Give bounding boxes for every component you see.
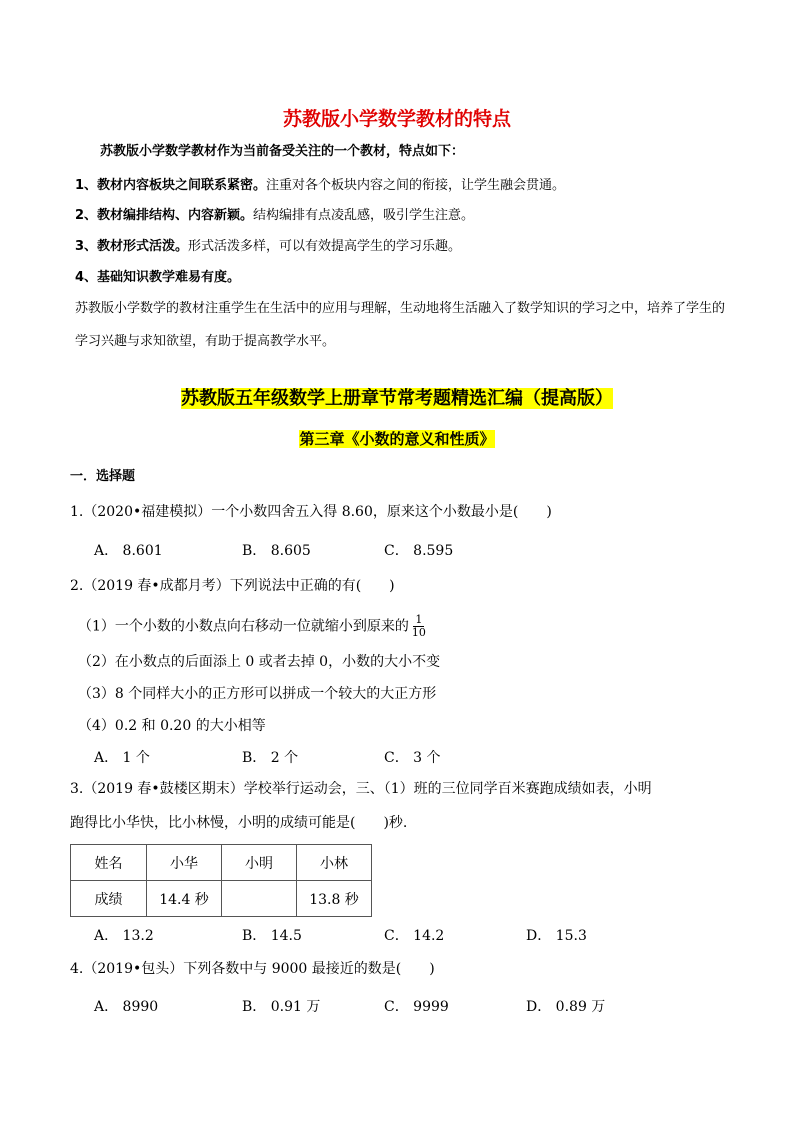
intro-point-1-bold: 1、教材内容板块之间联系紧密。 xyxy=(75,178,267,193)
question-2-stem: 2.（2019 春•成都月考）下列说法中正确的有( ) xyxy=(70,578,395,594)
table-cell xyxy=(222,881,297,917)
question-1-option-b: B． 8.605 xyxy=(242,543,311,559)
intro-point-3-bold: 3、教材形式活泼。 xyxy=(75,239,189,254)
table-row xyxy=(71,881,372,917)
question-1-option-c: C． 8.595 xyxy=(384,543,454,559)
question-2-option-a: A． 1 个 xyxy=(94,750,150,766)
question-1-stem: 1.（2020•福建模拟）一个小数四舍五入得 8.60，原来这个小数最小是( ) xyxy=(70,504,552,520)
table-header-cell: 姓名 xyxy=(71,845,147,881)
question-2-statement-1-text: （1）一个小数的小数点向右移动一位就缩小到原来的 xyxy=(78,618,409,635)
question-2-statement-2: （2）在小数点的后面添上 0 或者去掉 0，小数的大小不变 xyxy=(78,654,441,670)
question-4-option-c: C． 9999 xyxy=(384,999,449,1015)
intro-title: 苏教版小学数学教材的特点 xyxy=(282,108,511,130)
intro-point-3 xyxy=(75,238,461,256)
table-header-row xyxy=(71,845,372,881)
question-4-option-a: A． 8990 xyxy=(94,999,159,1015)
question-3-stem-line-1: 3.（2019 春•鼓楼区期末）学校举行运动会，三、（1）班的三位同学百米赛跑成绩如表，小明 xyxy=(70,781,652,797)
section-label: 一．选择题 xyxy=(70,469,136,484)
intro-lead: 苏教版小学数学教材作为当前备受关注的一个教材，特点如下： xyxy=(100,144,465,159)
score-table xyxy=(70,844,372,917)
table-cell: 14.4 秒 xyxy=(147,881,222,917)
intro-point-1 xyxy=(75,177,565,195)
table-header-cell: 小明 xyxy=(222,845,297,881)
intro-point-4-bold: 4、基础知识教学难易有度。 xyxy=(75,270,241,285)
main-heading: 苏教版五年级数学上册章节常考题精选汇编（提高版） xyxy=(181,388,613,409)
table-header-cell: 小华 xyxy=(147,845,222,881)
intro-point-1-text: 注重对各个板块内容之间的衔接，让学生融会贯通。 xyxy=(266,178,566,193)
question-3-stem-line-2: 跑得比小华快，比小林慢，小明的成绩可能是( )秒. xyxy=(70,815,408,831)
intro-point-2-bold: 2、教材编排结构、内容新颖。 xyxy=(75,208,254,223)
intro-point-4 xyxy=(75,269,240,287)
intro-summary: 苏教版小学数学的教材注重学生在生活中的应用与理解，生动地将生活融入了数学知识的学习之中，培养了学生的学习兴趣与求知欲望，有助于提高教学水平。 xyxy=(75,301,726,349)
fraction-numerator: 1 xyxy=(415,613,423,626)
question-4-option-d: D． 0.89 万 xyxy=(526,999,606,1015)
question-2-statement-4: （4）0.2 和 0.20 的大小相等 xyxy=(78,718,266,734)
main-heading-wrap xyxy=(0,384,794,410)
fraction-one-tenth xyxy=(412,614,426,639)
chapter-heading: 第三章《小数的意义和性质》 xyxy=(299,430,495,448)
table-header-cell: 小林 xyxy=(297,845,372,881)
table-cell: 成绩 xyxy=(71,881,147,917)
question-4-option-b: B． 0.91 万 xyxy=(242,999,321,1015)
intro-point-3-text: 形式活泼多样，可以有效提高学生的学习乐趣。 xyxy=(188,239,462,254)
question-2-option-b: B． 2 个 xyxy=(242,750,299,766)
question-2-statement-3: （3）8 个同样大小的正方形可以拼成一个较大的大正方形 xyxy=(78,686,437,702)
chapter-heading-wrap xyxy=(0,428,794,449)
question-3-option-c: C． 14.2 xyxy=(384,928,445,944)
question-1-option-a: A． 8.601 xyxy=(94,543,163,559)
question-4-stem: 4.（2019•包头）下列各数中与 9000 最接近的数是( ) xyxy=(70,961,435,977)
question-3-option-b: B． 14.5 xyxy=(242,928,302,944)
table-cell: 13.8 秒 xyxy=(297,881,372,917)
intro-point-2-text: 结构编排有点凌乱感，吸引学生注意。 xyxy=(253,208,475,223)
question-3-option-d: D． 15.3 xyxy=(526,928,587,944)
fraction-denominator: 10 xyxy=(411,626,426,639)
intro-point-2 xyxy=(75,207,474,225)
question-2-statement-1 xyxy=(78,614,426,639)
question-3-option-a: A． 13.2 xyxy=(94,928,154,944)
question-2-option-c: C． 3 个 xyxy=(384,750,441,766)
